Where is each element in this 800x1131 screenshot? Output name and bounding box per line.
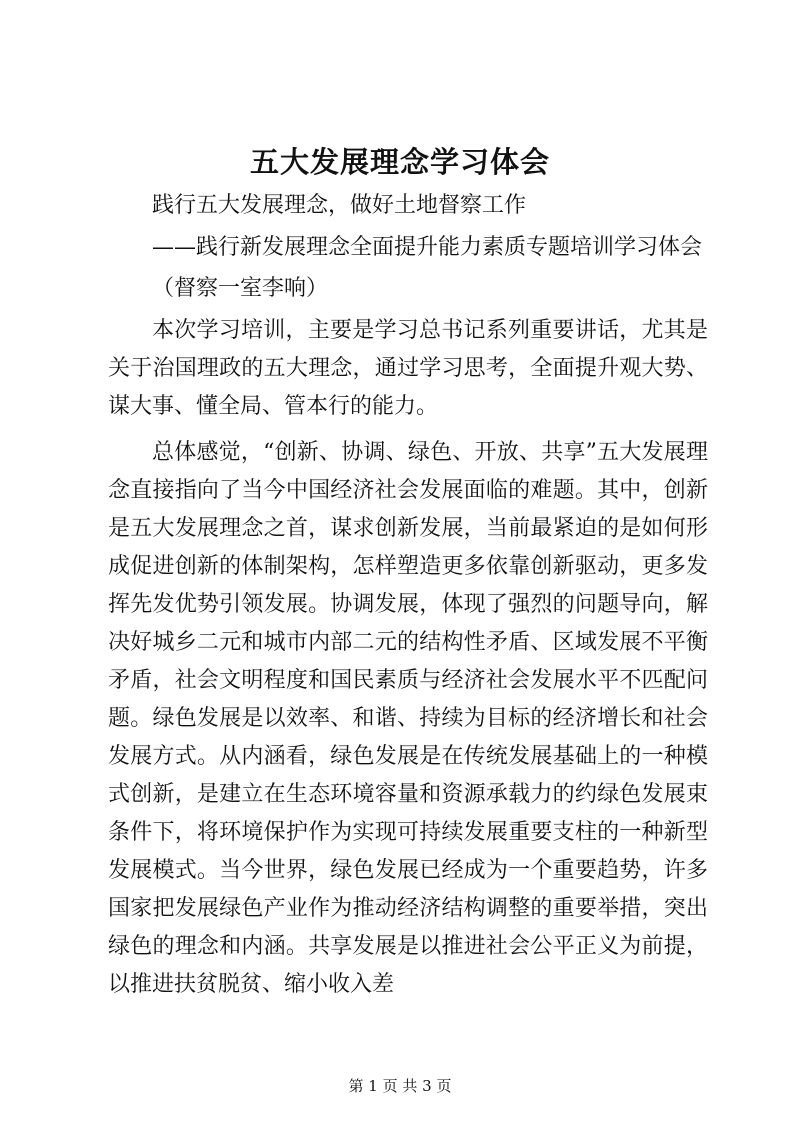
document-author <box>108 270 708 308</box>
subtitle-text: 践行五大发展理念，做好土地督察工作 <box>152 193 527 218</box>
paragraph-1 <box>108 312 708 426</box>
paragraph-2 <box>108 434 708 1004</box>
paragraph-text: 总体感觉，“创新、协调、绿色、开放、共享”五大发展理念直接指向了当今中国经济社会发展面临的难题。其中，创新是五大发展理念之首，谋求创新发展，当前最紧迫的是如何形成促进创新的体制架构，怎样塑造更多依靠创新驱动，更多发挥先发优势引领发展。协调发展，体现了强烈的问题导向，解决好城乡二元和城市内部二元的结构性矛盾、区域发展不平衡矛盾，社会文明程度和国民素质与经济社会发展水平不匹配问题。绿色发展是以效率、和谐、持续为目标的经济增长和社会发展方式。从内涵看，绿色发展是在传统发展基础上的一种模式创新，是建立在生态环境容量和资源承载力的约绿色发展束条件下，将环境保护作为实现可持续发展重要支柱的一种新型发展模式。当今世界，绿色发展已经成为一个重要趋势，许多国家把发展绿色产业作为推动经济结构调整的重要举措，突出绿色的理念和内涵。共享发展是以推进社会公平正义为前提，以推进扶贫脱贫、缩小收入差 <box>108 440 708 997</box>
subheading-text: ——践行新发展理念全面提升能力素质专题培训学习体会 <box>152 235 703 260</box>
page-footer: 第 1 页 共 3 页 <box>348 1077 452 1095</box>
document-subtitle <box>108 187 708 225</box>
document-subheading <box>108 229 708 267</box>
author-text: （督察一室李响） <box>152 276 329 301</box>
document-title: 五大发展理念学习体会 <box>249 145 550 179</box>
paragraph-text: 本次学习培训，主要是学习总书记系列重要讲话，尤其是关于治国理政的五大理念，通过学习思考，全面提升观大势、谋大事、懂全局、管本行的能力。 <box>108 318 708 419</box>
